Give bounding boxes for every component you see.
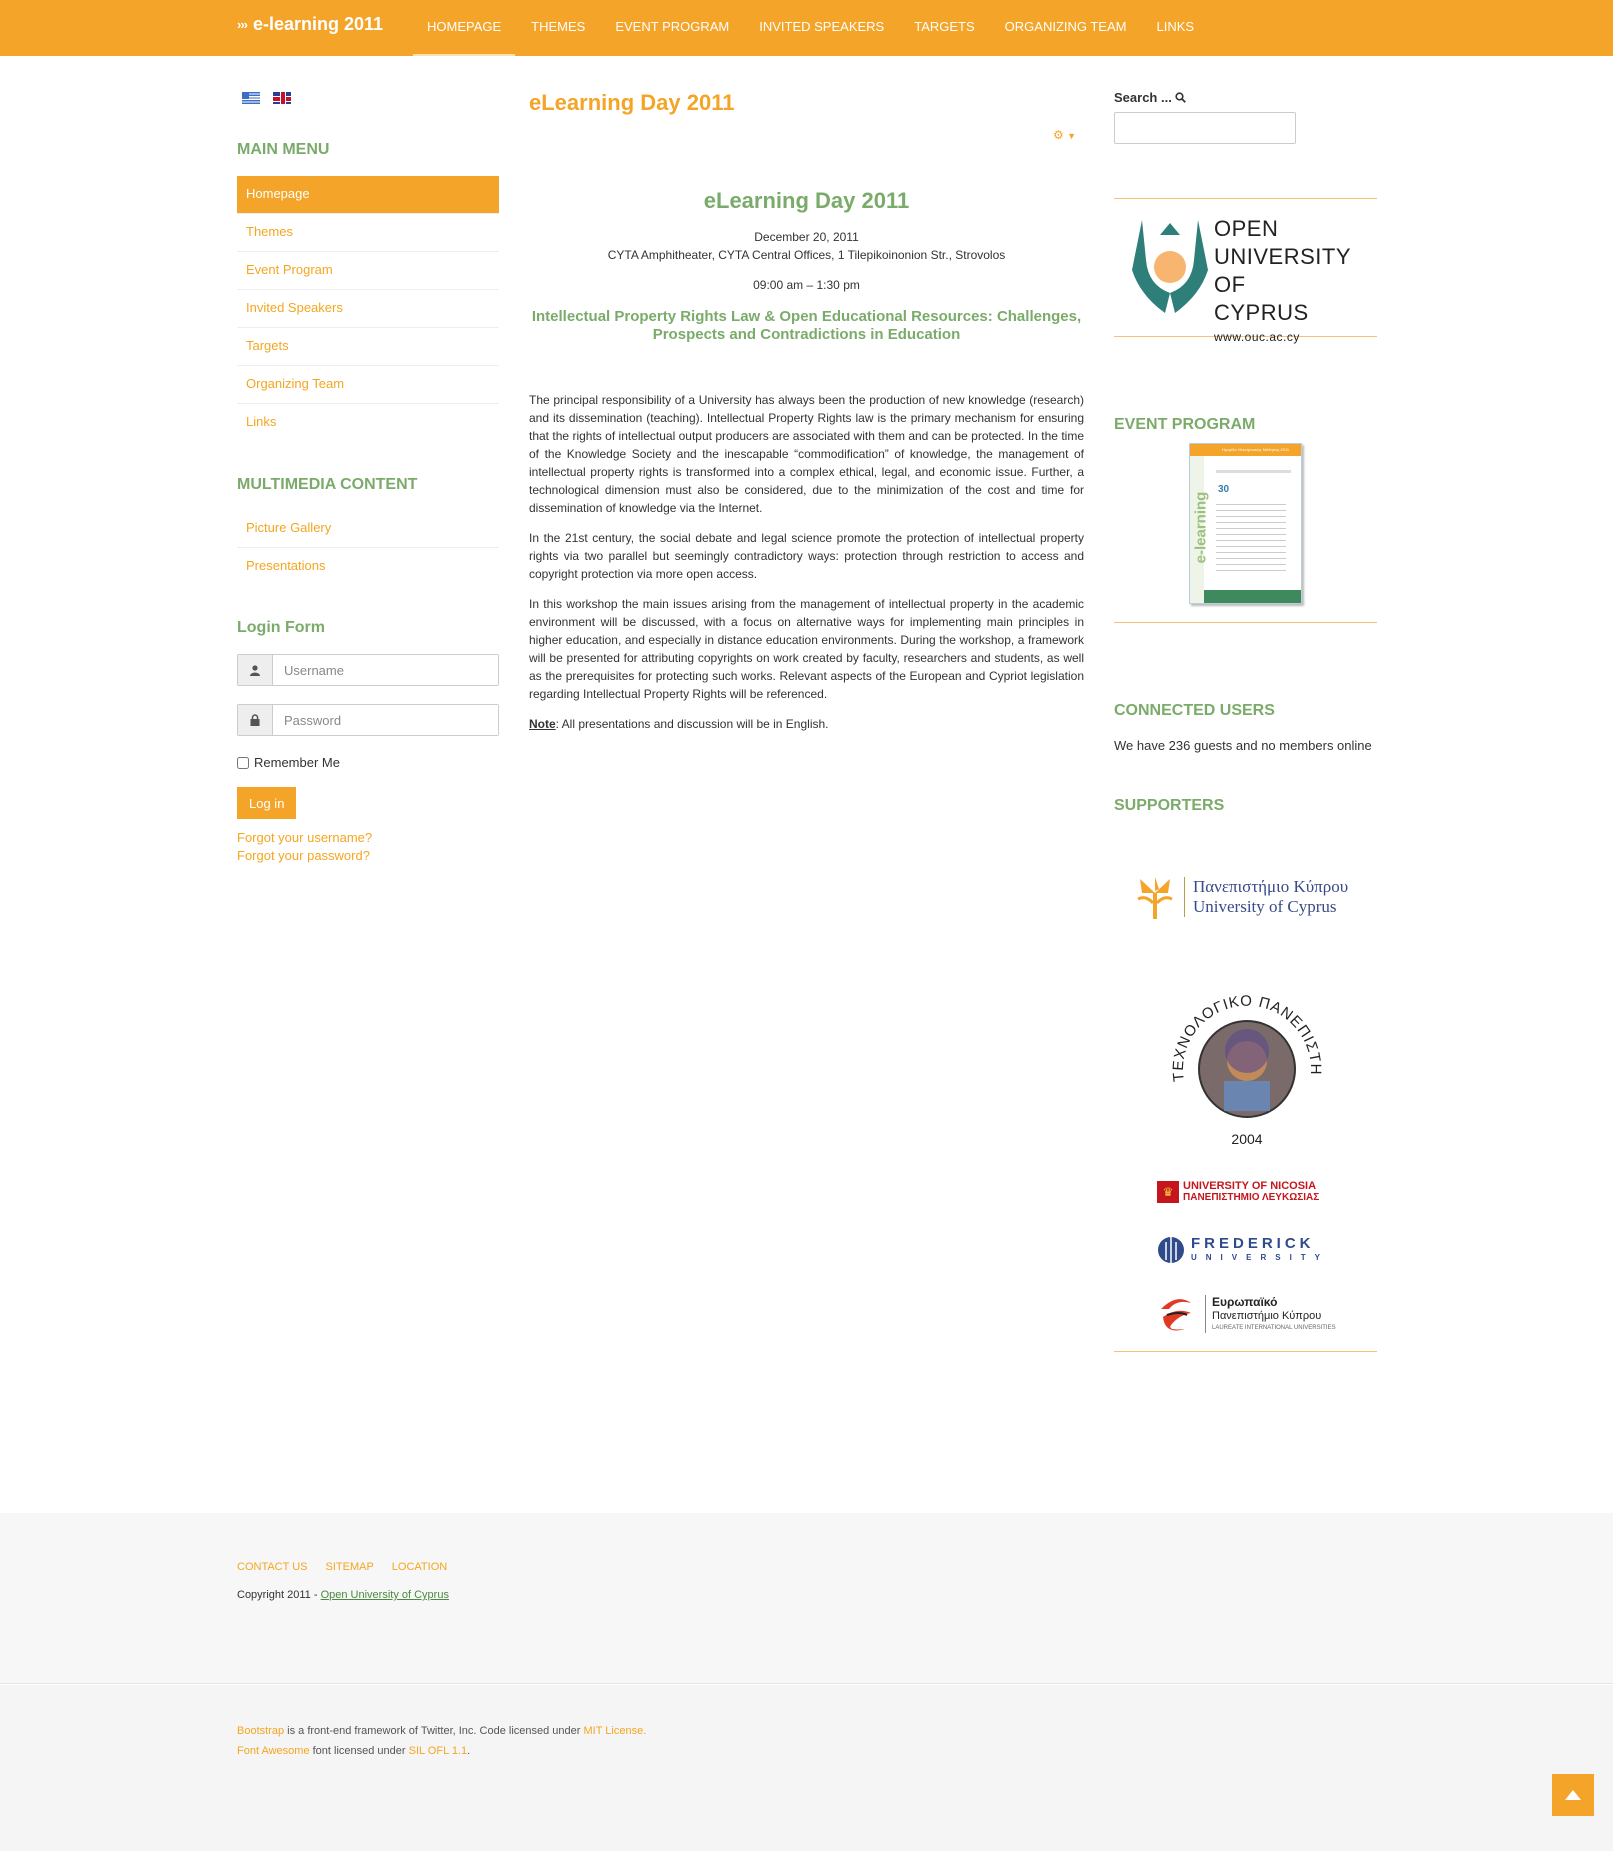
frederick-logo[interactable] — [1157, 1235, 1377, 1265]
lock-icon — [238, 705, 273, 735]
paragraph-3: In this workshop the main issues arising from the management of intellectual property in the academic environment will be discussed, with a focus on alternative ways for implementing main principles in higher education, and especially in distance education environments. During the workshop, a framework will be presented for attributing copyrights on work created by faculty, researchers and students, as well as the prerequisites for protecting such works. Relevant aspects of the European and Cypriot legislation regarding Intellectual Property Rights will be referenced. — [529, 597, 1084, 701]
note-label: Note — [529, 717, 556, 731]
menu-item-event-program — [237, 252, 499, 290]
euc-logo[interactable] — [1157, 1293, 1377, 1335]
credit1-text: is a front-end framework of Twitter, Inc. Code licensed under — [284, 1725, 584, 1737]
event-venue: CYTA Amphitheater, CYTA Central Offices, 1 Tilepikoinonion Str., Strovolos — [607, 248, 1006, 262]
page-title: eLearning Day 2011 — [529, 90, 735, 115]
multimedia-menu — [237, 510, 499, 585]
credit-bootstrap — [237, 1721, 646, 1741]
credits-bar — [0, 1685, 1613, 1851]
note-text: : All presentations and discussion will be in English. — [555, 717, 829, 731]
font-awesome-link[interactable]: Font Awesome — [237, 1745, 310, 1757]
footer-location-link[interactable]: LOCATION — [391, 1561, 448, 1573]
right-sidebar — [1114, 90, 1377, 1352]
username-input[interactable] — [273, 655, 498, 685]
menu-link-event-program[interactable]: Event Program — [246, 262, 333, 277]
euc-line1: Ευρωπαϊκό — [1212, 1295, 1278, 1309]
frederick-line2: UNIVERSITY — [1191, 1253, 1330, 1262]
menu-link-presentations[interactable]: Presentations — [246, 558, 326, 573]
username-group — [237, 654, 499, 686]
menu-item-presentations — [237, 548, 499, 585]
menu-item-invited-speakers — [237, 290, 499, 328]
multimedia-title: MULTIMEDIA CONTENT — [237, 476, 418, 493]
menu-link-homepage[interactable]: Homepage — [237, 176, 499, 213]
menu-link-targets[interactable]: Targets — [246, 338, 289, 353]
connected-users-text: We have 236 guests and no members online — [1114, 738, 1372, 753]
divider — [1114, 1351, 1377, 1352]
event-time: 09:00 am – 1:30 pm — [753, 278, 860, 292]
main-content — [529, 90, 1084, 733]
copyright-link[interactable]: Open University of Cyprus — [320, 1589, 449, 1601]
event-date: December 20, 2011 — [754, 230, 859, 244]
copyright-prefix: Copyright 2011 - — [237, 1589, 321, 1601]
remember-me-checkbox[interactable] — [237, 757, 249, 769]
credit2-text: font licensed under — [309, 1745, 409, 1757]
nav-invited-speakers[interactable]: INVITED SPEAKERS — [759, 19, 885, 34]
password-group — [237, 704, 499, 736]
nav-event-program[interactable]: EVENT PROGRAM — [615, 19, 730, 34]
ucy-line1: Πανεπιστήμιο Κύπρου — [1193, 877, 1349, 896]
ucy-wordmark — [1193, 877, 1348, 917]
menu-item-organizing-team — [237, 366, 499, 404]
nav-links[interactable]: LINKS — [1156, 19, 1195, 34]
unic-logo[interactable] — [1157, 1179, 1377, 1205]
mit-license-link[interactable]: MIT License. — [583, 1725, 647, 1737]
divider — [1114, 198, 1377, 199]
footer-contact-link[interactable]: CONTACT US — [237, 1561, 308, 1573]
bootstrap-link[interactable]: Bootstrap — [237, 1725, 285, 1737]
search-icon — [1175, 92, 1186, 103]
tepak-year: 2004 — [1231, 1131, 1263, 1147]
ouc-line1: OPEN — [1214, 216, 1279, 241]
article-title: eLearning Day 2011 — [703, 188, 910, 213]
forgot-username-link[interactable]: Forgot your username? — [237, 830, 373, 845]
sil-ofl-link[interactable]: SIL OFL 1.1 — [408, 1745, 468, 1757]
menu-link-links[interactable]: Links — [246, 414, 277, 429]
unic-crest-icon: ♛ — [1157, 1181, 1179, 1203]
connected-users-title: CONNECTED USERS — [1114, 702, 1275, 719]
poster-text-lines — [1216, 504, 1286, 574]
tepak-logo[interactable] — [1162, 981, 1332, 1151]
footer — [0, 1513, 1613, 1684]
euc-wordmark — [1205, 1295, 1336, 1333]
ouc-logo[interactable] — [1114, 215, 1377, 344]
remember-me — [237, 755, 499, 770]
greek-flag-icon[interactable] — [242, 92, 260, 104]
login-button[interactable]: Log in — [237, 787, 296, 819]
credit2-end: . — [467, 1745, 471, 1757]
paragraph-2: In the 21st century, the social debate and legal science promote the protection of intellectual property rights via two parallel but seemingly contradictory ways: protection through restriction to access and copyright protection via more open access. — [529, 531, 1084, 581]
event-subtitle: Intellectual Property Rights Law & Open Educational Resources: Challenges, Prospects and Contradictions in Education — [531, 308, 1082, 343]
event-program-title: EVENT PROGRAM — [1114, 416, 1256, 433]
nav-homepage[interactable]: HOMEPAGE — [413, 0, 515, 56]
forgot-links — [237, 829, 499, 865]
back-to-top-button[interactable] — [1552, 1774, 1594, 1816]
poster-footer-bar — [1204, 590, 1301, 603]
search-input[interactable] — [1114, 112, 1296, 144]
english-flag-icon[interactable] — [273, 92, 291, 104]
language-switcher — [237, 92, 499, 104]
caret-up-icon — [1565, 1790, 1581, 1800]
frederick-line1: FREDERICK — [1191, 1235, 1315, 1252]
tepak-seal-icon — [1162, 981, 1332, 1151]
brand-arrows: ››› — [237, 17, 247, 32]
menu-link-picture-gallery[interactable]: Picture Gallery — [246, 520, 332, 535]
unic-line1: UNIVERSITY OF NICOSIA — [1183, 1180, 1317, 1192]
main-menu-title: MAIN MENU — [237, 141, 330, 158]
article-tools-dropdown[interactable] — [1053, 128, 1076, 142]
ucy-tree-icon — [1134, 875, 1176, 919]
nav-themes[interactable]: THEMES — [531, 19, 586, 34]
search-label — [1114, 90, 1377, 105]
top-navbar — [0, 0, 1613, 56]
unic-wordmark — [1183, 1181, 1319, 1203]
footer-links — [237, 1561, 447, 1573]
menu-item-homepage — [237, 176, 499, 214]
password-input[interactable] — [273, 705, 498, 735]
poster-line — [1216, 470, 1291, 473]
forgot-password-link[interactable]: Forgot your password? — [237, 848, 370, 863]
menu-item-targets — [237, 328, 499, 366]
remember-me-label: Remember Me — [254, 755, 340, 770]
credits — [237, 1721, 646, 1761]
ouc-url: www.ouc.ac.cy — [1214, 330, 1300, 344]
ouc-wordmark — [1214, 215, 1377, 347]
ouc-line2: UNIVERSITY OF — [1214, 244, 1351, 297]
frederick-wordmark — [1191, 1236, 1329, 1264]
copyright — [237, 1589, 449, 1601]
poster-banner: Ημερίδα Ηλεκτρονικής Μάθησης 2011 — [1190, 444, 1301, 456]
menu-item-themes — [237, 214, 499, 252]
left-sidebar — [237, 92, 499, 865]
ouc-emblem-icon — [1130, 215, 1210, 318]
footer-sitemap-link[interactable]: SITEMAP — [325, 1561, 374, 1573]
divider — [1114, 622, 1377, 623]
poster-side-text: e-learning — [1192, 491, 1210, 564]
user-icon — [238, 655, 273, 685]
nav-targets[interactable]: TARGETS — [914, 19, 975, 34]
menu-link-invited-speakers[interactable]: Invited Speakers — [246, 300, 343, 315]
ouc-line3: CYPRUS — [1214, 300, 1309, 325]
gear-icon: ⚙ — [1053, 128, 1064, 142]
menu-link-themes[interactable]: Themes — [246, 224, 293, 239]
ucy-logo[interactable] — [1134, 875, 1377, 919]
note-paragraph — [529, 715, 1084, 733]
main-menu — [237, 176, 499, 441]
main-nav — [413, 0, 1210, 56]
poster-day: 30 — [1218, 484, 1230, 495]
brand-text: e-learning 2011 — [253, 14, 384, 34]
menu-item-links — [237, 404, 499, 441]
euc-swoosh-icon — [1157, 1295, 1197, 1333]
tepak-ring-text: ΤΕΧΝΟΛΟΓΙΚΟ ΠΑΝΕΠΙΣΤΗ — [1169, 992, 1325, 1083]
euc-line2: Πανεπιστήμιο Κύπρου — [1212, 1310, 1322, 1322]
frederick-globe-icon — [1157, 1236, 1185, 1264]
credit-font-awesome — [237, 1741, 646, 1761]
login-form-title: Login Form — [237, 619, 325, 636]
paragraph-1: The principal responsibility of a University has always been the production of new knowledge (research) and its dissemination (teaching). Intellectual Property Rights law is the primary mechanism for ensuring that the rights of intellectual output producers are associated with them and can be protected. In the time of the Knowledge Society and the inescapable “commodification” of knowledge, the management of intellectual property rights is transformed into a complex ethical, legal, and economic issue. Further, a technological dimension must also be considered, due to the minimization of the cost and time for dissemination of knowledge via the Internet. — [529, 393, 1084, 515]
brand-logo[interactable] — [237, 14, 383, 35]
nav-organizing-team[interactable]: ORGANIZING TEAM — [1004, 19, 1127, 34]
menu-item-picture-gallery — [237, 510, 499, 548]
ucy-divider — [1184, 877, 1185, 917]
supporters-title: SUPPORTERS — [1114, 797, 1225, 814]
unic-line2: ΠΑΝΕΠΙΣΤΗΜΙΟ ΛΕΥΚΩΣΙΑΣ — [1183, 1192, 1320, 1203]
euc-line3: LAUREATE INTERNATIONAL UNIVERSITIES — [1212, 1325, 1336, 1331]
caret-down-icon: ▼ — [1067, 131, 1077, 141]
search-label-text: Search ... — [1114, 90, 1172, 105]
menu-link-organizing-team[interactable]: Organizing Team — [246, 376, 345, 391]
event-program-poster[interactable] — [1189, 443, 1302, 604]
ucy-line2: University of Cyprus — [1193, 897, 1337, 916]
